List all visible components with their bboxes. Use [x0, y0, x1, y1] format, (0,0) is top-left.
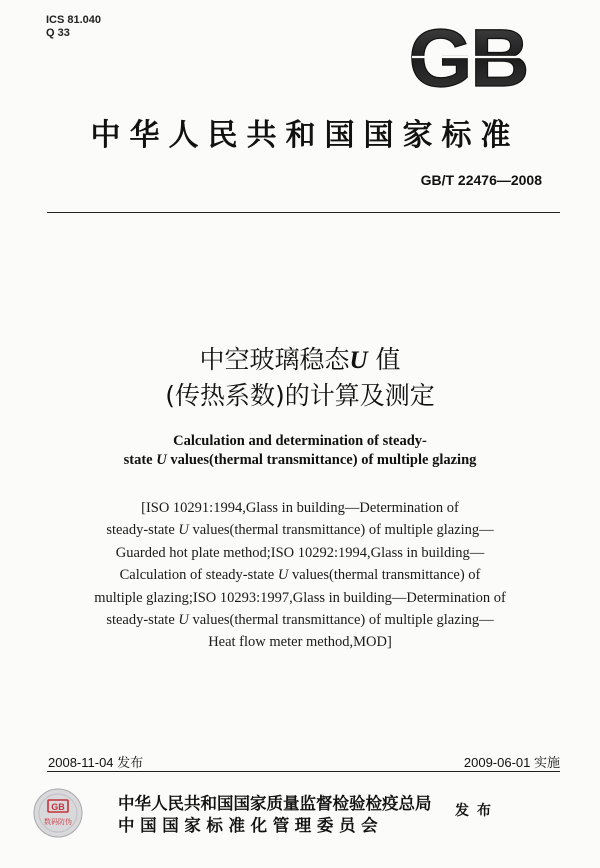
- issue-date: 2008-11-04 发布: [48, 755, 144, 770]
- reference-line: Heat flow meter method,MOD]: [208, 634, 392, 651]
- reference-line: multiple glazing;ISO 10293:1997,Glass in building—Determination of: [94, 589, 506, 606]
- org-title: 中华人民共和国国家标准: [90, 118, 520, 153]
- gb-logo-text: GB: [408, 20, 528, 94]
- ics-code: ICS 81.040: [46, 14, 102, 26]
- svg-text:GB: GB: [51, 802, 65, 812]
- anti-counterfeit-seal-icon: [33, 788, 83, 838]
- reference-line: Guarded hot plate method;ISO 10292:1994,Glass in building—: [115, 544, 485, 561]
- title-cn-line-2: (传热系数)的计算及测定: [165, 381, 435, 410]
- title-en-line-1: Calculation and determination of steady-: [173, 433, 427, 449]
- seal-text: 数码防伪: [44, 818, 72, 826]
- footer-divider: [47, 771, 560, 772]
- standard-number: GB/T 22476—2008: [420, 172, 542, 188]
- iso-reference-block: [40, 497, 560, 654]
- reference-line: steady-state U values(thermal transmittance) of multiple glazing—: [106, 612, 494, 629]
- header-divider: [47, 212, 560, 213]
- reference-line: Calculation of steady-state U values(thermal transmittance) of: [119, 567, 481, 584]
- issue-label: 发布: [455, 803, 499, 819]
- reference-line: steady-state U values(thermal transmittance) of multiple glazing—: [106, 522, 494, 539]
- issuer-line-2: 中国国家标准化管理委员会: [118, 816, 384, 835]
- title-en-line-2: state U values(thermal transmittance) of multiple glazing: [123, 452, 477, 468]
- gb-logo: [402, 20, 534, 94]
- classification-codes: [46, 14, 101, 40]
- ccs-code: Q 33: [46, 27, 70, 39]
- reference-line: [ISO 10291:1994,Glass in building—Determination of: [141, 500, 459, 516]
- implementation-date: 2009-06-01 实施: [463, 755, 560, 770]
- title-cn-line-1: 中空玻璃稳态U 值: [199, 345, 401, 374]
- issuer-line-1: 中华人民共和国国家质量监督检验检疫总局: [118, 794, 432, 813]
